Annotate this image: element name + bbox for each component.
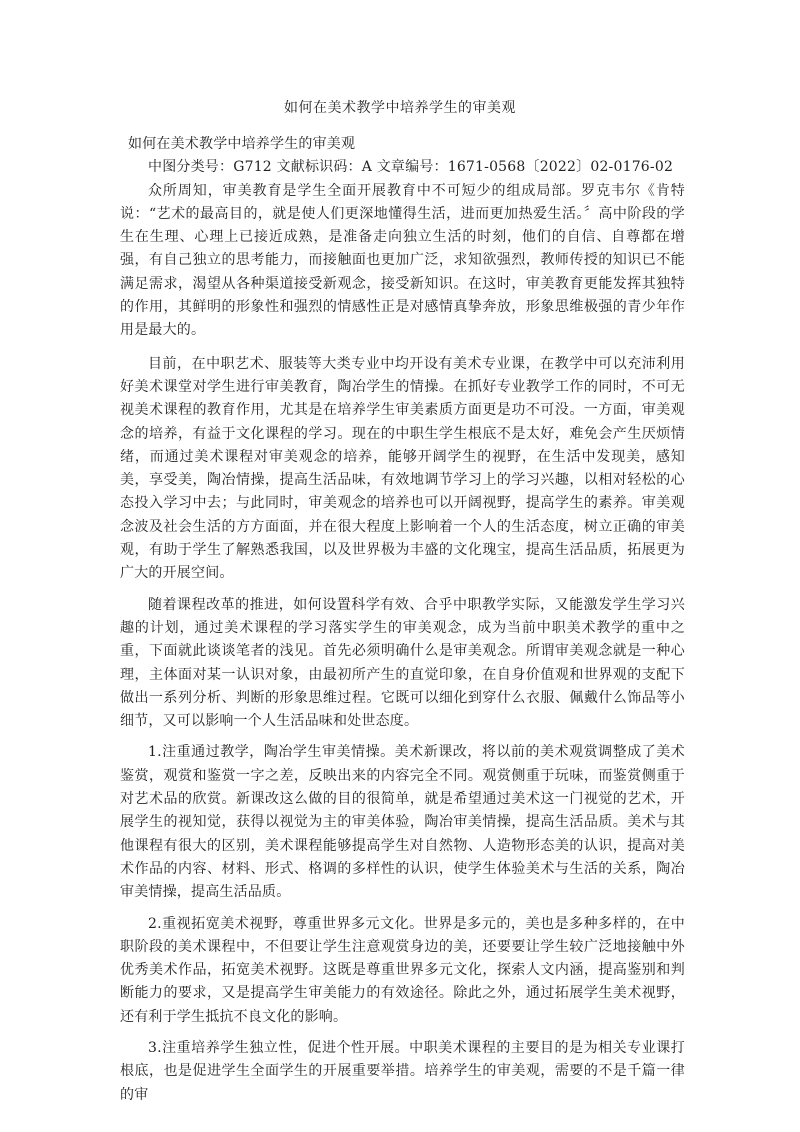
paragraph-curriculum-reform: 随着课程改革的推进，如何设置科学有效、合乎中职教学实际，又能激发学生学习兴趣的计划，通过美术课程的学习落实学生的审美观念，成为当前中职美术教学的重中之重，下面就此谈谈笔者的浅见。首先必须明确什么是审美观念。所谓审美观念就是一种心理，主体面对某一认识对象，由最初所产生的直觉印象，在自身价值观和世界观的支配下做出一系列分析、判断的形象思维过程。它既可以细化到穿什么衣服、佩戴什么饰品等小细节，又可以影响一个人生活品味和处世态度。 (120, 596, 685, 730)
article-subtitle: 如何在美术教学中培养学生的审美观 (128, 136, 356, 152)
document-title: 如何在美术教学中培养学生的审美观 (284, 100, 516, 116)
paragraph-intro: 众所周知，审美教育是学生全面开展教育中不可短少的组成局部。罗克韦尔《肯特说：“艺术的最高目的，就是使人们更深地懂得生活，进而更加热爱生活。〞高中阶段的学生在生理、心理上已接近成熟，是准备走向独立生活的时刻，他们的自信、自尊都在增强，有自己独立的思考能力，而接触面也更加广泛，求知欲强烈，教师传授的知识已不能满足需求，渴望从各种渠道接受新观念，接受新知识。在这时，审美教育更能发挥其独特的作用，其鲜明的形象性和强烈的情感性正是对感情真挚奔放，形象思维极强的青少年作用是最大的。 (120, 182, 685, 339)
document-body (120, 133, 685, 1115)
paragraph-point-3: 3.注重培养学生独立性，促进个性开展。中职美术课程的主要目的是为相关专业课打根底，也是促进学生全面学生的开展重要举措。培养学生的审美观，需要的不是千篇一律的审 (120, 1039, 685, 1103)
paragraph-current-situation: 目前，在中职艺术、服装等大类专业中均开设有美术专业课，在教学中可以充沛利用好美术课堂对学生进行审美教育，陶冶学生的情操。在抓好专业教学工作的同时，不可无视美术课程的教育作用，尤其是在培养学生审美素质方面更是功不可没。一方面，审美观念的培养，有益于文化课程的学习。现在的中职生学生根底不是太好，难免会产生厌烦情绪，而通过美术课程对审美观念的培养，能够开阔学生的视野，在生活中发现美，感知美，享受美，陶冶情操，提高生活品味，有效地调节学习上的学习兴趣，以相对轻松的心态投入学习中去；与此同时，审美观念的培养也可以开阔视野，提高学生的素养。审美观念波及社会生活的方方面面，并在很大程度上影响着一个人的生活态度，树立正确的审美观，有助于学生了解熟悉我国，以及世界极为丰盛的文化瑰宝，提高生活品质，拓展更为广大的开展空间。 (120, 355, 685, 582)
paragraph-point-2: 2.重视拓宽美术视野，尊重世界多元文化。世界是多元的，美也是多种多样的，在中职阶段的美术课程中，不但要让学生注意观赏身边的美，还要要让学生较广泛地接触中外优秀美术作品，拓宽美术视野。这既是尊重世界多元文化，探索人文内涵，提高鉴别和判断能力的要求，又是提高学生审美能力的有效途径。除此之外，通过拓展学生美术视野，还有利于学生抵抗不良文化的影响。 (120, 915, 685, 1025)
paragraph-point-1: 1.注重通过教学，陶冶学生审美情操。美术新课改，将以前的美术观赏调整成了美术鉴赏，观赏和鉴赏一字之差，反映出来的内容完全不同。观赏侧重于玩味，而鉴赏侧重于对艺术品的欣赏。新课改这么做的目的很简单，就是希望通过美术这一门视觉的艺术，开展学生的视知觉，获得以视觉为主的审美体验，陶冶审美情操，提高生活品质。美术与其他课程有很大的区别，美术课程能够提高学生对自然物、人造物形态美的认识，提高对美术作品的内容、材料、形式、格调的多样性的认识，使学生体验美术与生活的关系，陶冶审美情操，提高生活品质。 (120, 744, 685, 901)
classification-line: 中图分类号：G712 文献标识码：A 文章编号：1671-0568〔2022〕02-0176-02 (148, 159, 674, 176)
